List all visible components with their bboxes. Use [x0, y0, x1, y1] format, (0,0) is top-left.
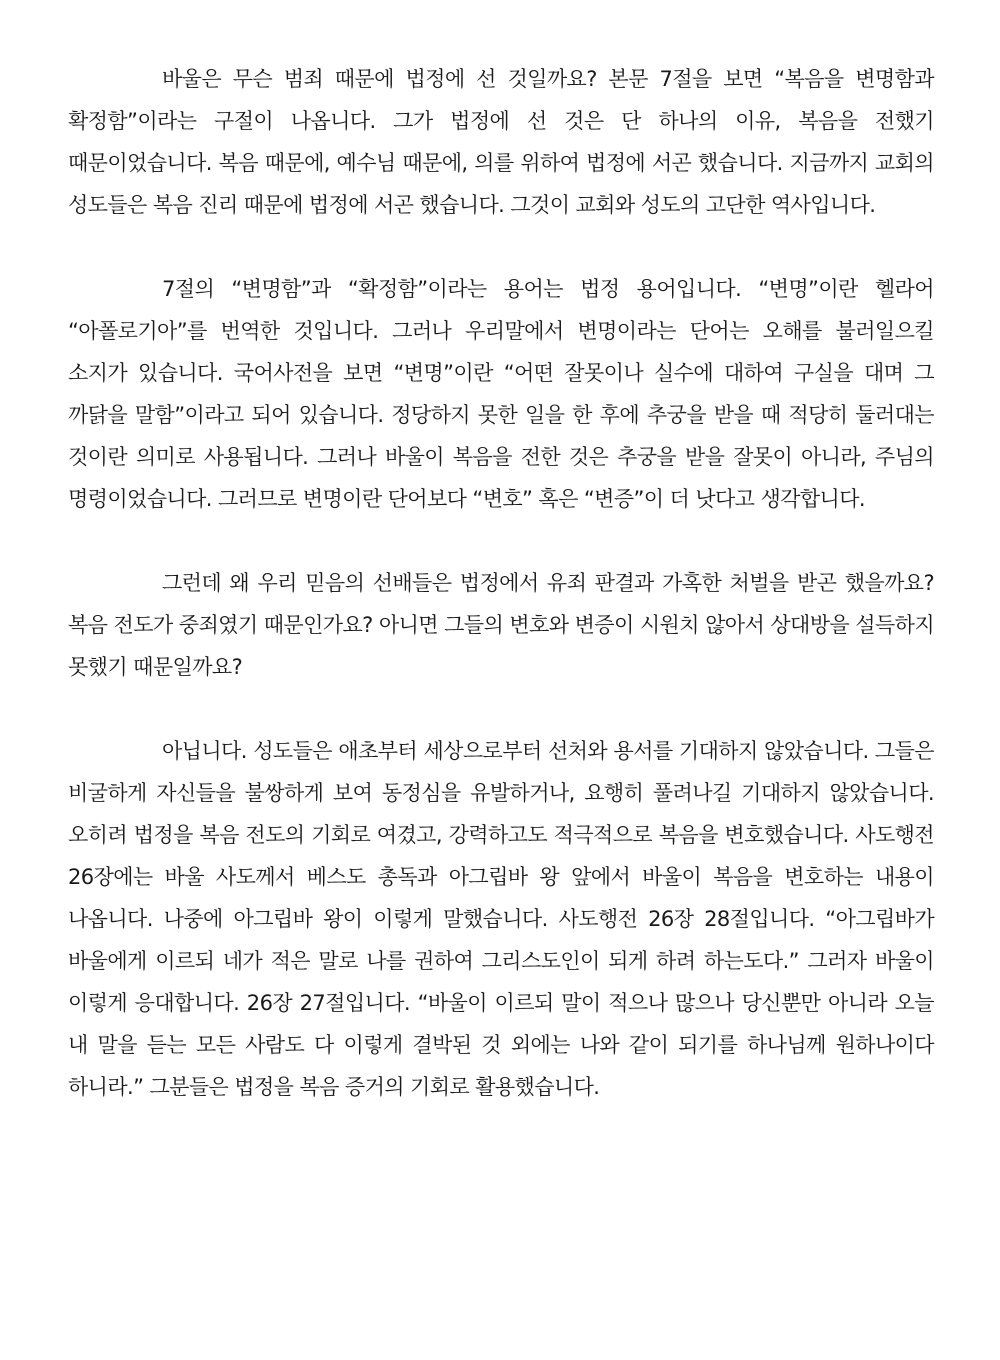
paragraph-1: 바울은 무슨 범죄 때문에 법정에 선 것일까요? 본문 7절을 보면 “복음을 변명함과 확정함”이라는 구절이 나옵니다. 그가 법정에 선 것은 단 하나의 이유, 복음을 전했기 때문이었습니다. 복음 때문에, 예수님 때문에, 의를 위하여 법정에 서곤 했습니다. 지금까지 교회의 성도들은 복음 진리 때문에 법정에 서곤 했습니다. 그것이 교회와 성도의 고단한 역사입니다. — [68, 67, 934, 217]
paragraph-4: 아닙니다. 성도들은 애초부터 세상으로부터 선처와 용서를 기대하지 않았습니다. 그들은 비굴하게 자신들을 불쌍하게 보여 동정심을 유발하거나, 요행히 풀려나길 기대하지 않았습니다. 오히려 법정을 복음 전도의 기회로 여겼고, 강력하고도 적극적으로 복음을 변호했습니다. 사도행전 26장에는 바울 사도께서 베스도 총독과 아그립바 왕 앞에서 바울이 복음을 변호하는 내용이 나옵니다. 나중에 아그립바 왕이 이렇게 말했습니다. 사도행전 26장 28절입니다. “아그립바가 바울에게 이르되 네가 적은 말로 나를 권하여 그리스도인이 되게 하려 하는도다.” 그러자 바울이 이렇게 응대합니다. 26장 27절입니다. “바울이 이르되 말이 적으나 많으나 당신뿐만 아니라 오늘 내 말을 듣는 모든 사람도 다 이렇게 결박된 것 외에는 나와 같이 되기를 하나님께 원하나이다 하니라.” 그분들은 법정을 복음 증거의 기회로 활용했습니다. — [68, 739, 934, 1099]
paragraph-2: 7절의 “변명함”과 “확정함”이라는 용어는 법정 용어입니다. “변명”이란 헬라어 “아폴로기아”를 번역한 것입니다. 그러나 우리말에서 변명이라는 단어는 오해를 불러일으킬 소지가 있습니다. 국어사전을 보면 “변명”이란 “어떤 잘못이나 실수에 대하여 구실을 대며 그 까닭을 말함”이라고 되어 있습니다. 정당하지 못한 일을 한 후에 추궁을 받을 때 적당히 둘러대는 것이란 의미로 사용됩니다. 그러나 바울이 복음을 전한 것은 추궁을 받을 잘못이 아니라, 주님의 명령이었습니다. 그러므로 변명이란 단어보다 “변호” 혹은 “변증”이 더 낫다고 생각합니다. — [68, 277, 934, 511]
document-body — [68, 58, 934, 1108]
paragraph-3: 그런데 왜 우리 믿음의 선배들은 법정에서 유죄 판결과 가혹한 처벌을 받곤 했을까요? 복음 전도가 중죄였기 때문인가요? 아니면 그들의 변호와 변증이 시원치 않아서 상대방을 설득하지 못했기 때문일까요? — [68, 571, 934, 679]
